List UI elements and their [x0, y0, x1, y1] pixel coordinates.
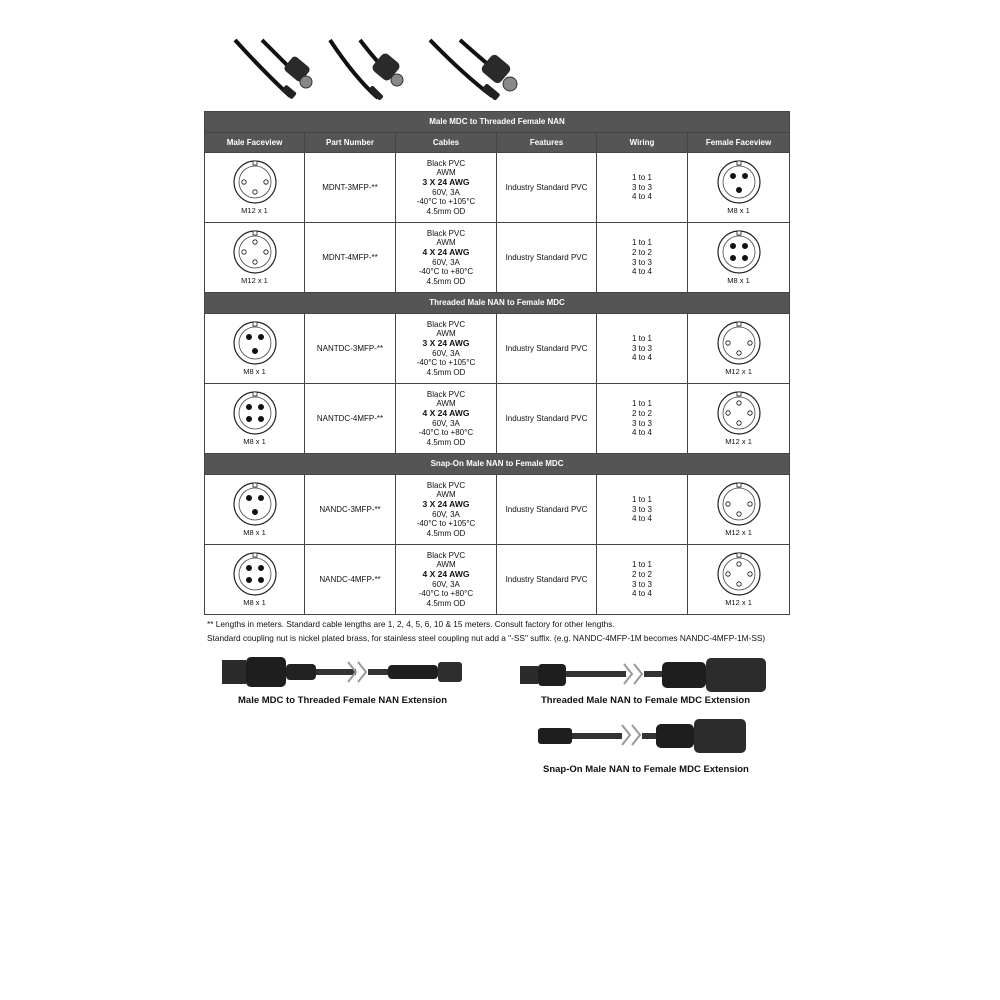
part-number: NANDC-3MFP-**	[305, 475, 396, 545]
cable-spec-line: AWM	[436, 399, 456, 409]
cable-spec-line: -40°C to +80°C	[418, 267, 474, 277]
wiring-line: 2 to 2	[631, 408, 652, 418]
feature: Industry Standard PVC	[497, 153, 597, 223]
male-faceview-diagram	[232, 390, 278, 436]
cable-spec-line: 4.5mm OD	[426, 206, 466, 216]
cable-spec	[396, 475, 497, 545]
part-number: MDNT-3MFP-**	[305, 153, 396, 223]
column-header: Cables	[396, 133, 497, 153]
wiring-line: 3 to 3	[631, 504, 652, 514]
cable-spec-line: -40°C to +80°C	[418, 428, 474, 438]
section-title: Threaded Male NAN to Female MDC	[205, 293, 790, 314]
wiring-line: 3 to 3	[631, 579, 652, 589]
snapon-nan-to-mdc-extension-image	[538, 718, 748, 754]
coupling-nut-footnote: Standard coupling nut is nickel plated brass, for stainless steel coupling nut add a "-SS" suffix. (e.g. NANDC-4MFP-1M becomes NANDC-4MFP-1M-SS)	[207, 633, 766, 643]
table-row	[205, 545, 790, 615]
cable-spec	[396, 153, 497, 223]
cable-photo-1	[235, 40, 312, 100]
part-number: NANTDC-4MFP-**	[305, 384, 396, 454]
threaded-nan-to-mdc-extension-label: Threaded Male NAN to Female MDC Extension	[541, 695, 751, 706]
wiring-line: 3 to 3	[631, 182, 652, 192]
male-faceview-cell	[205, 384, 305, 454]
cable-photo-3	[430, 40, 517, 101]
column-header: Wiring	[597, 133, 688, 153]
cable-spec	[396, 545, 497, 615]
threaded-nan-to-mdc-extension-image	[520, 656, 768, 694]
wiring-line: 1 to 1	[631, 495, 652, 505]
male-faceview-cell	[205, 475, 305, 545]
female-faceview-diagram	[716, 481, 762, 527]
column-header: Male Faceview	[205, 133, 305, 153]
section-header-row	[205, 112, 790, 133]
cable-photo-2	[330, 40, 403, 101]
wiring-line: 4 to 4	[631, 353, 652, 363]
wiring-line: 4 to 4	[631, 589, 652, 599]
cable-spec	[396, 384, 497, 454]
male-faceview-label: M8 x 1	[243, 437, 266, 447]
wiring-line: 4 to 4	[631, 192, 652, 202]
part-number: NANTDC-3MFP-**	[305, 314, 396, 384]
section-header-row	[205, 454, 790, 475]
wiring-line: 3 to 3	[631, 257, 652, 267]
cable-spec-line: 60V, 3A	[432, 257, 460, 267]
cable-spec-line: 60V, 3A	[432, 509, 460, 519]
table-row	[205, 153, 790, 223]
cable-spec-line: 4.5mm OD	[426, 367, 466, 377]
male-faceview-diagram	[232, 320, 278, 366]
cable-spec-line: 4 X 24 AWG	[422, 246, 470, 257]
female-faceview-label: M12 x 1	[725, 437, 752, 447]
section-title: Snap-On Male NAN to Female MDC	[205, 454, 790, 475]
wiring	[597, 153, 688, 223]
cable-spec-line: -40°C to +80°C	[418, 589, 474, 599]
lengths-footnote: ** Lengths in meters. Standard cable lengths are 1, 2, 4, 5, 6, 10 & 15 meters. Consult factory for other lengths.	[207, 619, 615, 629]
cable-spec-line: Black PVC	[426, 228, 466, 238]
female-faceview-cell	[688, 223, 790, 293]
female-faceview-diagram	[716, 390, 762, 436]
cable-spec-line: 60V, 3A	[432, 187, 460, 197]
cable-spec-line: 4.5mm OD	[426, 437, 466, 447]
female-faceview-diagram	[716, 159, 762, 205]
wiring-line: 3 to 3	[631, 343, 652, 353]
cable-spec-line: Black PVC	[426, 319, 466, 329]
feature: Industry Standard PVC	[497, 384, 597, 454]
female-faceview-cell	[688, 384, 790, 454]
cable-spec-line: AWM	[436, 238, 456, 248]
section-title: Male MDC to Threaded Female NAN	[205, 112, 790, 133]
wiring	[597, 223, 688, 293]
column-header: Part Number	[305, 133, 396, 153]
cable-spec-line: 60V, 3A	[432, 579, 460, 589]
section-header-row	[205, 293, 790, 314]
male-faceview-label: M12 x 1	[241, 206, 268, 216]
cable-product-photos	[220, 38, 540, 108]
cable-spec-line: 4.5mm OD	[426, 598, 466, 608]
male-faceview-diagram	[232, 551, 278, 597]
cable-spec-line: 60V, 3A	[432, 348, 460, 358]
cable-spec-line: AWM	[436, 329, 456, 339]
cable-spec-line: 4 X 24 AWG	[422, 407, 470, 418]
mdc-to-nan-extension-image	[222, 652, 464, 692]
female-faceview-cell	[688, 545, 790, 615]
female-faceview-label: M12 x 1	[725, 528, 752, 538]
column-header: Female Faceview	[688, 133, 790, 153]
table-row	[205, 475, 790, 545]
male-faceview-diagram	[232, 229, 278, 275]
snapon-nan-to-mdc-extension-label: Snap-On Male NAN to Female MDC Extension	[543, 764, 749, 775]
female-faceview-diagram	[716, 551, 762, 597]
cable-spec-line: 4.5mm OD	[426, 528, 466, 538]
table-row	[205, 314, 790, 384]
table-row	[205, 384, 790, 454]
wiring	[597, 384, 688, 454]
feature: Industry Standard PVC	[497, 223, 597, 293]
cable-spec-line: 4 X 24 AWG	[422, 568, 470, 579]
female-faceview-cell	[688, 153, 790, 223]
cable-spec-line: -40°C to +105°C	[416, 519, 476, 529]
wiring	[597, 475, 688, 545]
cable-spec-line: 60V, 3A	[432, 418, 460, 428]
wiring-line: 4 to 4	[631, 428, 652, 438]
column-header-row	[205, 133, 790, 153]
male-faceview-label: M8 x 1	[243, 367, 266, 377]
male-faceview-label: M12 x 1	[241, 276, 268, 286]
cable-spec	[396, 223, 497, 293]
cable-spec-line: AWM	[436, 168, 456, 178]
female-faceview-cell	[688, 314, 790, 384]
cable-spec-line: Black PVC	[426, 389, 466, 399]
cable-spec-line: Black PVC	[426, 480, 466, 490]
connector-spec-table	[204, 111, 790, 615]
column-header: Features	[497, 133, 597, 153]
feature: Industry Standard PVC	[497, 545, 597, 615]
female-faceview-label: M12 x 1	[725, 367, 752, 377]
cable-spec-line: 4.5mm OD	[426, 276, 466, 286]
part-number: MDNT-4MFP-**	[305, 223, 396, 293]
wiring	[597, 314, 688, 384]
wiring-line: 1 to 1	[631, 173, 652, 183]
cable-spec-line: -40°C to +105°C	[416, 197, 476, 207]
cable-spec-line: AWM	[436, 490, 456, 500]
wiring-line: 3 to 3	[631, 418, 652, 428]
feature: Industry Standard PVC	[497, 475, 597, 545]
wiring-line: 4 to 4	[631, 267, 652, 277]
wiring-line: 4 to 4	[631, 514, 652, 524]
cable-spec-line: 3 X 24 AWG	[422, 337, 470, 348]
wiring-line: 2 to 2	[631, 247, 652, 257]
male-faceview-cell	[205, 223, 305, 293]
part-number: NANDC-4MFP-**	[305, 545, 396, 615]
cable-spec-line: AWM	[436, 560, 456, 570]
female-faceview-label: M8 x 1	[727, 276, 750, 286]
female-faceview-label: M12 x 1	[725, 598, 752, 608]
cable-spec-line: -40°C to +105°C	[416, 358, 476, 368]
wiring-line: 1 to 1	[631, 560, 652, 570]
cable-spec	[396, 314, 497, 384]
wiring-line: 2 to 2	[631, 569, 652, 579]
wiring	[597, 545, 688, 615]
table-row	[205, 223, 790, 293]
feature: Industry Standard PVC	[497, 314, 597, 384]
female-faceview-diagram	[716, 229, 762, 275]
cable-spec-line: Black PVC	[426, 158, 466, 168]
male-faceview-cell	[205, 545, 305, 615]
wiring-line: 1 to 1	[631, 399, 652, 409]
cable-spec-line: 3 X 24 AWG	[422, 498, 470, 509]
wiring-line: 1 to 1	[631, 238, 652, 248]
cable-spec-line: 3 X 24 AWG	[422, 176, 470, 187]
cable-spec-line: Black PVC	[426, 550, 466, 560]
male-faceview-diagram	[232, 481, 278, 527]
male-faceview-cell	[205, 314, 305, 384]
mdc-to-nan-extension-label: Male MDC to Threaded Female NAN Extension	[238, 695, 448, 706]
male-faceview-diagram	[232, 159, 278, 205]
female-faceview-diagram	[716, 320, 762, 366]
male-faceview-cell	[205, 153, 305, 223]
female-faceview-cell	[688, 475, 790, 545]
male-faceview-label: M8 x 1	[243, 598, 266, 608]
female-faceview-label: M8 x 1	[727, 206, 750, 216]
wiring-line: 1 to 1	[631, 334, 652, 344]
male-faceview-label: M8 x 1	[243, 528, 266, 538]
